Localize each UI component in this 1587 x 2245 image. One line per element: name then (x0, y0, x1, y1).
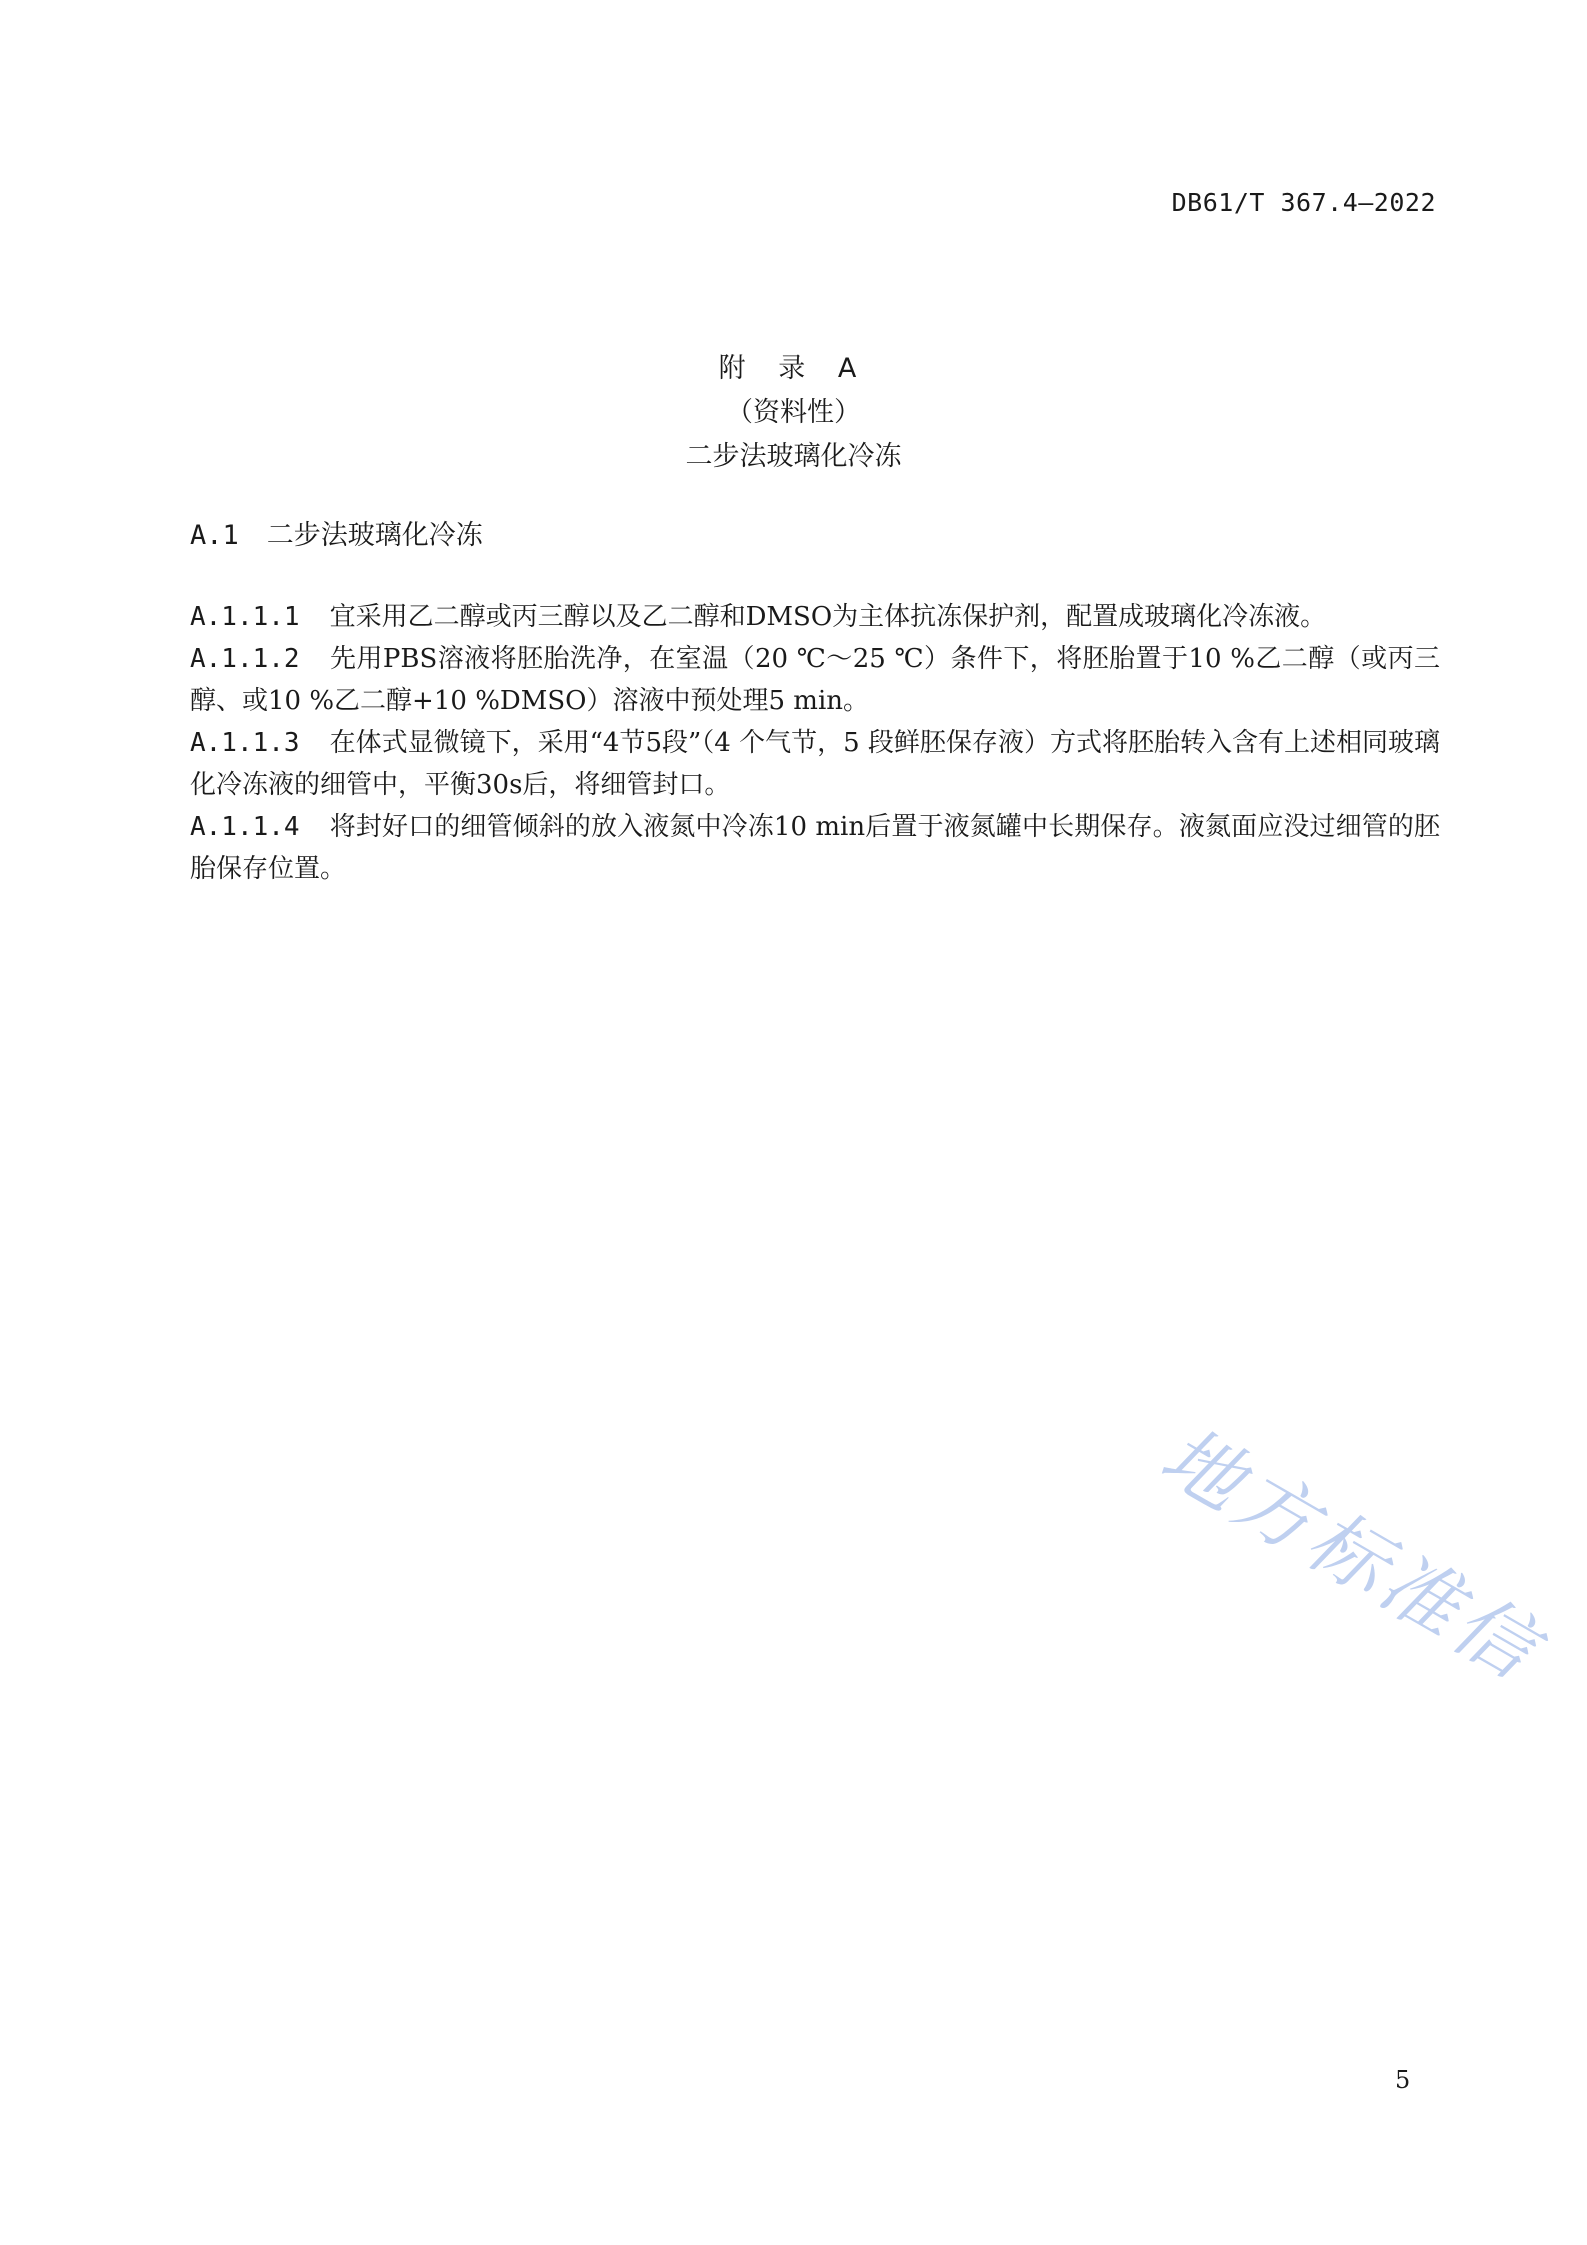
annex-heading (0, 347, 1587, 479)
clause-text: 将封好口的细管倾斜的放入液氮中冷冻10 min后置于液氮罐中长期保存。液氮面应没过细管的胚胎保存位置。 (190, 812, 1440, 884)
annex-label: 附 录 A (718, 353, 869, 384)
clause-number: A.1.1.2 (190, 644, 300, 674)
clause-number: A.1.1.4 (190, 812, 300, 842)
document-id: DB61/T 367.4—2022 (1171, 188, 1436, 217)
watermark: 地方标准信 (1146, 1410, 1555, 1699)
clause-text: 宜采用乙二醇或丙三醇以及乙二醇和DMSO为主体抗冻保护剂，配置成玻璃化冷冻液。 (329, 602, 1327, 632)
annex-type: （资料性） (726, 397, 861, 428)
annex-title: 二步法玻璃化冷冻 (685, 441, 902, 472)
clause-number: A.1.1.1 (190, 602, 300, 632)
section-number: A.1 (190, 520, 239, 551)
clause (190, 722, 1440, 806)
section-title: 二步法玻璃化冷冻 (266, 520, 483, 551)
clause (190, 806, 1440, 890)
clause (190, 638, 1440, 722)
clause-text: 先用PBS溶液将胚胎洗净，在室温（20 ℃～25 ℃）条件下，将胚胎置于10 %乙二醇（或丙三醇、或10 %乙二醇+10 %DMSO）溶液中预处理5 min。 (190, 644, 1440, 716)
clause (190, 596, 1440, 638)
section-heading (190, 513, 483, 552)
clause-number: A.1.1.3 (190, 728, 300, 758)
clause-list (190, 596, 1440, 890)
page-number: 5 (1395, 2066, 1411, 2094)
clause-text: 在体式显微镜下，采用“4节5段”（4 个气节，5 段鲜胚保存液）方式将胚胎转入含有上述相同玻璃化冷冻液的细管中，平衡30s后，将细管封口。 (190, 728, 1440, 800)
